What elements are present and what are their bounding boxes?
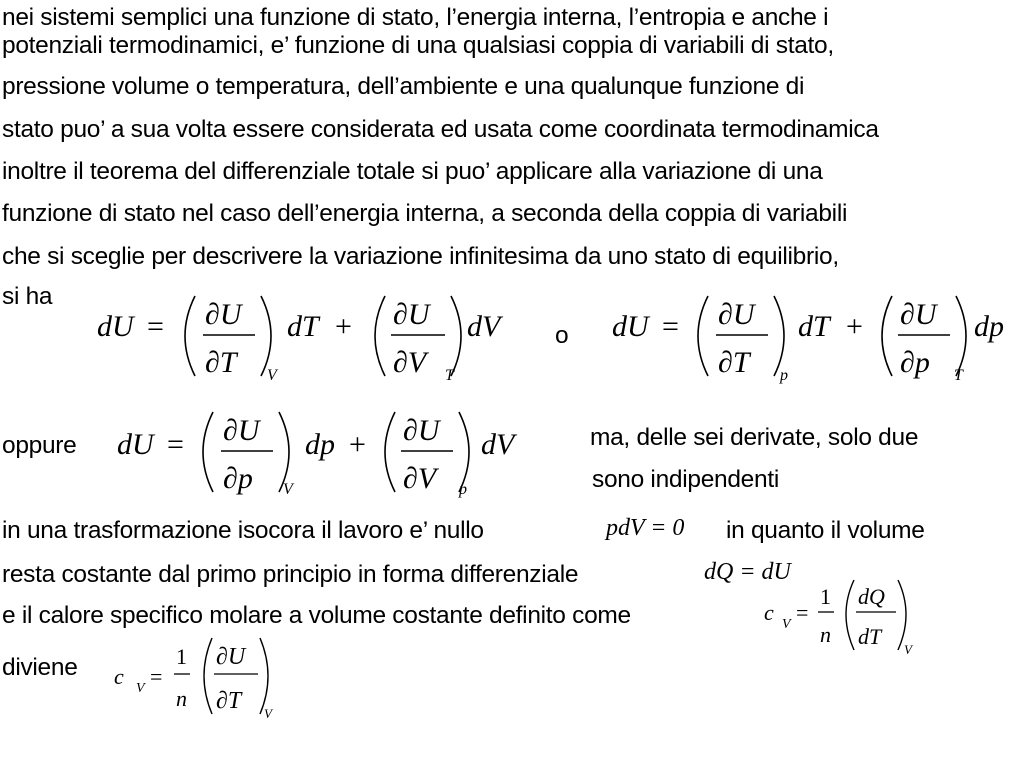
- note-line-1: ma, delle sei derivate, solo due: [590, 424, 919, 451]
- svg-text:V: V: [904, 642, 912, 657]
- svg-text:∂U: ∂U: [718, 298, 755, 331]
- svg-text:T: T: [445, 367, 454, 384]
- text-line-4: stato puo’ a sua volta essere considerata ed usata come coordinata termodinamica: [2, 116, 879, 143]
- svg-text:∂U: ∂U: [393, 298, 430, 331]
- svg-text:n: n: [176, 686, 187, 711]
- note-line-2: sono indipendenti: [592, 466, 779, 493]
- svg-text:=: =: [662, 310, 679, 343]
- svg-text:dU: dU: [97, 310, 134, 343]
- text-line-8: si ha: [2, 283, 53, 310]
- connector-o: o: [555, 322, 569, 349]
- svg-text:c: c: [114, 664, 124, 689]
- svg-text:V: V: [267, 367, 277, 384]
- svg-text:V: V: [136, 681, 145, 696]
- oppure-label: oppure: [2, 432, 77, 459]
- svg-text:V: V: [782, 617, 791, 632]
- svg-text:p: p: [780, 367, 788, 384]
- svg-text:dT: dT: [798, 310, 830, 343]
- equation-pdv-zero: pdV = 0: [606, 515, 685, 541]
- svg-text:=: =: [150, 664, 163, 689]
- primo-text: resta costante dal primo principio in forma differenziale: [2, 561, 579, 588]
- svg-text:dQ: dQ: [858, 584, 885, 609]
- svg-text:dU: dU: [612, 310, 649, 343]
- svg-text:1: 1: [820, 584, 831, 609]
- svg-text:dV: dV: [481, 428, 515, 461]
- equation-du-tp: [610, 288, 1024, 388]
- svg-text:1: 1: [176, 644, 187, 669]
- equation-du-tv: [95, 288, 525, 388]
- text-line-5: inoltre il teorema del differenziale totale si puo’ applicare alla variazione di una: [2, 158, 823, 185]
- svg-text:c: c: [764, 600, 774, 625]
- svg-text:dp: dp: [305, 428, 335, 461]
- isocora-tail: in quanto il volume: [726, 517, 925, 544]
- text-line-1: nei sistemi semplici una funzione di stato, l’energia interna, l’entropia e anche i: [2, 4, 829, 31]
- diviene-label: diviene: [2, 654, 78, 681]
- svg-text:T: T: [954, 367, 963, 384]
- isocora-text: in una trasformazione isocora il lavoro e’ nullo: [2, 517, 484, 544]
- equation-cv-dq: [762, 574, 922, 658]
- svg-text:V: V: [264, 706, 272, 721]
- text-line-6: funzione di stato nel caso dell’energia interna, a seconda della coppia di variabili: [2, 200, 848, 227]
- svg-text:∂V: ∂V: [403, 462, 437, 495]
- svg-text:V: V: [283, 481, 293, 498]
- calore-text: e il calore specifico molare a volume costante definito come: [2, 602, 631, 629]
- svg-text:∂U: ∂U: [205, 298, 242, 331]
- text-line-3: pressione volume o temperatura, dell’ambiente e una qualunque funzione di: [2, 73, 805, 100]
- svg-text:=: =: [167, 428, 184, 461]
- equation-dq-du: dQ = dU: [704, 559, 791, 585]
- equation-du-pv: [115, 398, 535, 498]
- svg-text:=: =: [796, 600, 809, 625]
- svg-text:∂U: ∂U: [216, 644, 246, 670]
- text-line-7: che si sceglie per descrivere la variazione infinitesima da uno stato di equilibrio,: [2, 243, 839, 270]
- svg-text:dT: dT: [287, 310, 319, 343]
- svg-text:∂T: ∂T: [205, 346, 237, 379]
- svg-text:∂p: ∂p: [900, 346, 930, 379]
- text-line-2: potenziali termodinamici, e’ funzione di una qualsiasi coppia di variabili di stato,: [2, 32, 834, 59]
- svg-text:dT: dT: [858, 624, 882, 649]
- svg-text:=: =: [147, 310, 164, 343]
- svg-text:∂T: ∂T: [216, 688, 242, 714]
- svg-text:∂U: ∂U: [223, 414, 260, 447]
- svg-text:dp: dp: [974, 310, 1004, 343]
- svg-text:dU: dU: [117, 428, 154, 461]
- svg-text:∂U: ∂U: [403, 414, 440, 447]
- svg-text:+: +: [335, 310, 352, 343]
- svg-text:n: n: [820, 622, 831, 647]
- svg-text:∂p: ∂p: [223, 462, 253, 495]
- svg-text:∂U: ∂U: [900, 298, 937, 331]
- svg-text:∂V: ∂V: [393, 346, 427, 379]
- svg-text:∂T: ∂T: [718, 346, 750, 379]
- equation-cv-du: [112, 632, 282, 722]
- svg-text:p: p: [459, 481, 467, 498]
- svg-text:+: +: [846, 310, 863, 343]
- svg-text:dV: dV: [467, 310, 501, 343]
- svg-text:+: +: [349, 428, 366, 461]
